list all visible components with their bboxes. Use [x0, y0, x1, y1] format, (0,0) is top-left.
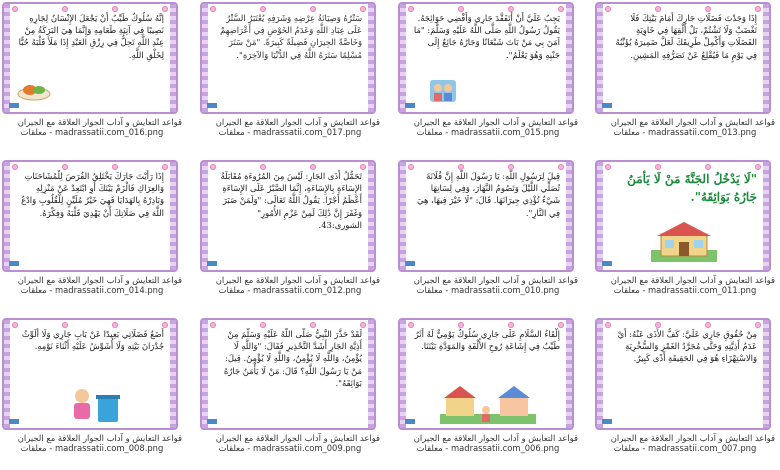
gallery-tile-010[interactable]	[398, 160, 578, 295]
gallery-tile-011[interactable]	[595, 160, 775, 295]
file-caption: قواعد التعايش و آداب الجوار العلاقة مع الجيران	[17, 117, 182, 127]
site-logo-icon	[206, 259, 218, 267]
card-text: "لَا يَدْخُلُ الجَنَّةَ مَنْ لَا يَأْمَنُ جَارُهُ بَوَائِقَهُ".	[627, 172, 757, 204]
card-text: يَجِبُ عَلَيَّ أَنْ أَتَفَقَّدَ جَارِي وَأَقْضِي حَوَائِجَهُ. يَقُولُ رَسُولُ اللَّهِ صَلَّى اللَّهُ عَلَيْهِ وَسَلَّمَ: "مَا آمَنَ بِي مَنْ بَاتَ شَبْعَانًا وَجَارُهُ جَائِعٌ إِلَى جَنْبِهِ وَهُوَ يَعْلَمُ".	[413, 13, 560, 60]
file-name: madrassatii.com_016.png - معلقات	[20, 127, 164, 137]
gallery-tile-017[interactable]	[200, 2, 380, 137]
file-caption: قواعد التعايش و آداب الجوار العلاقة مع الجيران	[413, 275, 578, 285]
site-logo-icon	[601, 259, 613, 267]
card-text: إِلْقَاءُ السَّلَامِ عَلَى جَارِي سُلُوكٌ يَوْمِيٌّ لَهُ أَثَرٌ طَيِّبٌ فِي إِشَاعَةِ رُوحِ الأُلْفَةِ وَالمَوَدَّةِ بَيْنَنَا.	[414, 329, 560, 352]
site-logo-icon	[8, 259, 20, 267]
site-logo-icon	[206, 417, 218, 425]
thumbnail-015[interactable]	[398, 2, 574, 114]
thumbnail-013[interactable]	[595, 2, 771, 114]
neighborhood-illustration-icon	[440, 380, 536, 424]
thumbnail-010[interactable]	[398, 160, 574, 272]
site-logo-icon	[404, 101, 416, 109]
card-text: إِذَا وَجَدْتَ فَضَلَاتِ جَارِكَ أَمَامَ بَيْتِكَ فَلَا تَغْضَبْ وَلَا تَشْتُمْ، بَلْ أَلْقِهَا فِي خَاوِيَةِ الفَضَلَاتِ وَأَكْمِلْ طَرِيقَكَ لَعَلَّ ضَمِيرَهُ يُؤَنِّبُهُ فِي يَوْمٍ مَا فَيُقْلِعُ عَنْ تَصَرُّفِهِ المَشِينِ.	[615, 13, 757, 60]
gallery-tile-008[interactable]	[2, 318, 182, 453]
child-recycling-icon	[66, 386, 122, 424]
gallery-tile-007[interactable]	[595, 318, 775, 453]
thumbnail-011[interactable]	[595, 160, 771, 272]
site-logo-icon	[404, 417, 416, 425]
site-logo-icon	[601, 101, 613, 109]
file-caption: قواعد التعايش و آداب الجوار العلاقة مع الجيران	[17, 275, 182, 285]
card-text: إِذَا رَأَيْتَ جَارَكَ يَخْتَلِقُ الفُرَصَ لِلْمُشَاحَنَاتِ وَالعِرَاكِ فَالْزَمْ بَيْتَكَ أَوِ ابْتَعِدْ عَنْ مَنْزِلِهِ وَبَادِرْهُ بِالهَدَايَا فَهِيَ خَيْرُ مُلَيِّنٍ لِلْقُلُوبِ وَادْعُ اللَّهَ فِي صَلَاتِكَ أَنْ يَهْدِيَ قَلْبَهُ وَفِكْرَهُ.	[21, 171, 164, 218]
file-caption: قواعد التعايش و آداب الجوار العلاقة مع الجيران	[215, 433, 380, 443]
thumbnail-017[interactable]	[200, 2, 376, 114]
file-name: madrassatii.com_008.png - معلقات	[20, 443, 164, 453]
file-caption: قواعد التعايش و آداب الجوار العلاقة مع الجيران	[413, 433, 578, 443]
file-name: madrassatii.com_017.png - معلقات	[218, 127, 362, 137]
gallery-tile-016[interactable]	[2, 2, 182, 137]
gallery-tile-009[interactable]	[200, 318, 380, 453]
file-caption: قواعد التعايش و آداب الجوار العلاقة مع الجيران	[610, 433, 775, 443]
file-caption: قواعد التعايش و آداب الجوار العلاقة مع الجيران	[413, 117, 578, 127]
house-illustration-icon	[649, 220, 719, 264]
site-logo-icon	[8, 101, 20, 109]
file-name: madrassatii.com_013.png - معلقات	[613, 127, 757, 137]
card-text: إنَّهُ سُلُوكٌ طَيِّبٌ أَنْ يَجْعَلَ الإِنْسَانُ لِجَارِهِ نَصِيبًا فِي آنِيَةِ طَعَامِهِ وَإِنَّمَا هِيَ البَرَكَةُ مِنْ عِنْدِ اللَّهِ تَحِلُّ فِي رِزْقِ العَبْدِ إِذَا مَلَأَ قَلْبَهُ حُبًّا لِخَلْقِ اللَّهِ.	[18, 13, 164, 60]
file-caption: قواعد التعايش و آداب الجوار العلاقة مع الجيران	[610, 275, 775, 285]
card-text: قِيلَ لِرَسُولِ اللَّهِ: يَا رَسُولَ اللَّهِ إِنَّ فُلَانَةَ تُصَلِّي اللَّيْلَ وَتَصُومُ النَّهَارَ، وَفِي لِسَانِهَا شَيْءٌ تُؤْذِي جِيرَانَهَا. قَالَ: "لَا خَيْرَ فِيهَا، هِيَ فِي النَّارِ".	[416, 171, 560, 218]
file-caption: قواعد التعايش و آداب الجوار العلاقة مع الجيران	[610, 117, 775, 127]
thumbnail-014[interactable]	[2, 160, 178, 272]
thumbnail-016[interactable]	[2, 2, 178, 114]
file-name: madrassatii.com_012.png - معلقات	[218, 285, 362, 295]
thumbnail-012[interactable]	[200, 160, 376, 272]
site-logo-icon	[601, 417, 613, 425]
thumbnail-006[interactable]	[398, 318, 574, 430]
gallery-tile-012[interactable]	[200, 160, 380, 295]
file-name: madrassatii.com_010.png - معلقات	[416, 285, 560, 295]
thumbnail-007[interactable]	[595, 318, 771, 430]
file-name: madrassatii.com_006.png - معلقات	[416, 443, 560, 453]
gallery-tile-013[interactable]	[595, 2, 775, 137]
gallery-tile-015[interactable]	[398, 2, 578, 137]
card-text: أَضَعُ فَضَلَاتِي بَعِيدًا عَنْ بَابِ جَارِي وَلَا أُلَوِّثُ جُدْرَانَ بَيْتِهِ وَلَا أُشَوِّشُ عَلَيْهِ أَثْنَاءَ نَوْمِهِ.	[21, 329, 164, 352]
file-name: madrassatii.com_009.png - معلقات	[218, 443, 362, 453]
thumbnail-009[interactable]	[200, 318, 376, 430]
file-name: madrassatii.com_014.png - معلقات	[20, 285, 164, 295]
site-logo-icon	[206, 101, 218, 109]
file-name: madrassatii.com_007.png - معلقات	[613, 443, 757, 453]
site-logo-icon	[8, 417, 20, 425]
card-text: مِنْ حُقُوقِ جَارِي عَلَيَّ: كَفُّ الأَذَى عَنْهُ: أَيْ عَدَمُ أَذِيَّتِهِ وَحَتَّى مُجَرَّدُ الغَمْزِ وَالسُّخْرِيَةِ وَالاسْتِهْزَاءِ هُوَ فِي الحَقِيقَةِ أَذًى كَبِيرٌ.	[617, 329, 757, 364]
card-text: تَحَمُّلُ أَذَى الجَارِ: لَيْسَ مِنَ المُرُوءَةِ مُقَابَلَةُ الإِسَاءَةِ بِالإِسَاءَةِ، إِنَّمَا الصَّبْرُ عَلَى الإِسَاءَةِ أَعْظَمُ أَجْرًا. يَقُولُ اللَّهُ تَعَالَى: "وَلَمَنْ صَبَرَ وَغَفَرَ إِنَّ ذَٰلِكَ لَمِنْ عَزْمِ الأُمُورِ" الشورى:43.	[220, 171, 362, 230]
thumbnail-008[interactable]	[2, 318, 178, 430]
file-caption: قواعد التعايش و آداب الجوار العلاقة مع الجيران	[215, 275, 380, 285]
file-caption: قواعد التعايش و آداب الجوار العلاقة مع الجيران	[17, 433, 182, 443]
gallery-tile-014[interactable]	[2, 160, 182, 295]
food-plate-icon	[16, 78, 52, 102]
card-text: لَقَدْ حَذَّرَ النَّبِيُّ صَلَّى اللَّهُ عَلَيْهِ وَسَلَّمَ مِنْ أَذِيَّةِ الجَارِ أَشَدَّ التَّحْذِيرِ فَقَالَ: "وَاللَّهِ لَا يُؤْمِنُ، وَاللَّهِ لَا يُؤْمِنُ، وَاللَّهِ لَا يُؤْمِنُ. قِيلَ: مَنْ يَا رَسُولَ اللَّهِ؟ قَالَ: مَنْ لَا يَأْمَنُ جَارُهُ بَوَائِقَهُ".	[223, 329, 362, 388]
card-text: سَتْرُهُ وَصِيَانَةُ عِرْضِهِ وَشَرَفِهِ يُعْتَبَرُ السَّتْرُ عَلَى عِبَادِ اللَّهِ وَعَدَمُ الخَوْضِ فِي أَعْرَاضِهِمْ وَخَاصَّةً الجِيرَانِ فَضِيلَةً كَبِيرَةً. "مَنْ سَتَرَ مُسْلِمًا سَتَرَهُ اللَّهُ فِي الدُّنْيَا وَالآخِرَةِ".	[220, 13, 362, 60]
file-name: madrassatii.com_015.png - معلقات	[416, 127, 560, 137]
site-logo-icon	[404, 259, 416, 267]
file-caption: قواعد التعايش و آداب الجوار العلاقة مع الجيران	[215, 117, 380, 127]
gallery-tile-006[interactable]	[398, 318, 578, 453]
file-name: madrassatii.com_011.png - معلقات	[613, 285, 757, 295]
family-illustration-icon	[428, 74, 458, 104]
